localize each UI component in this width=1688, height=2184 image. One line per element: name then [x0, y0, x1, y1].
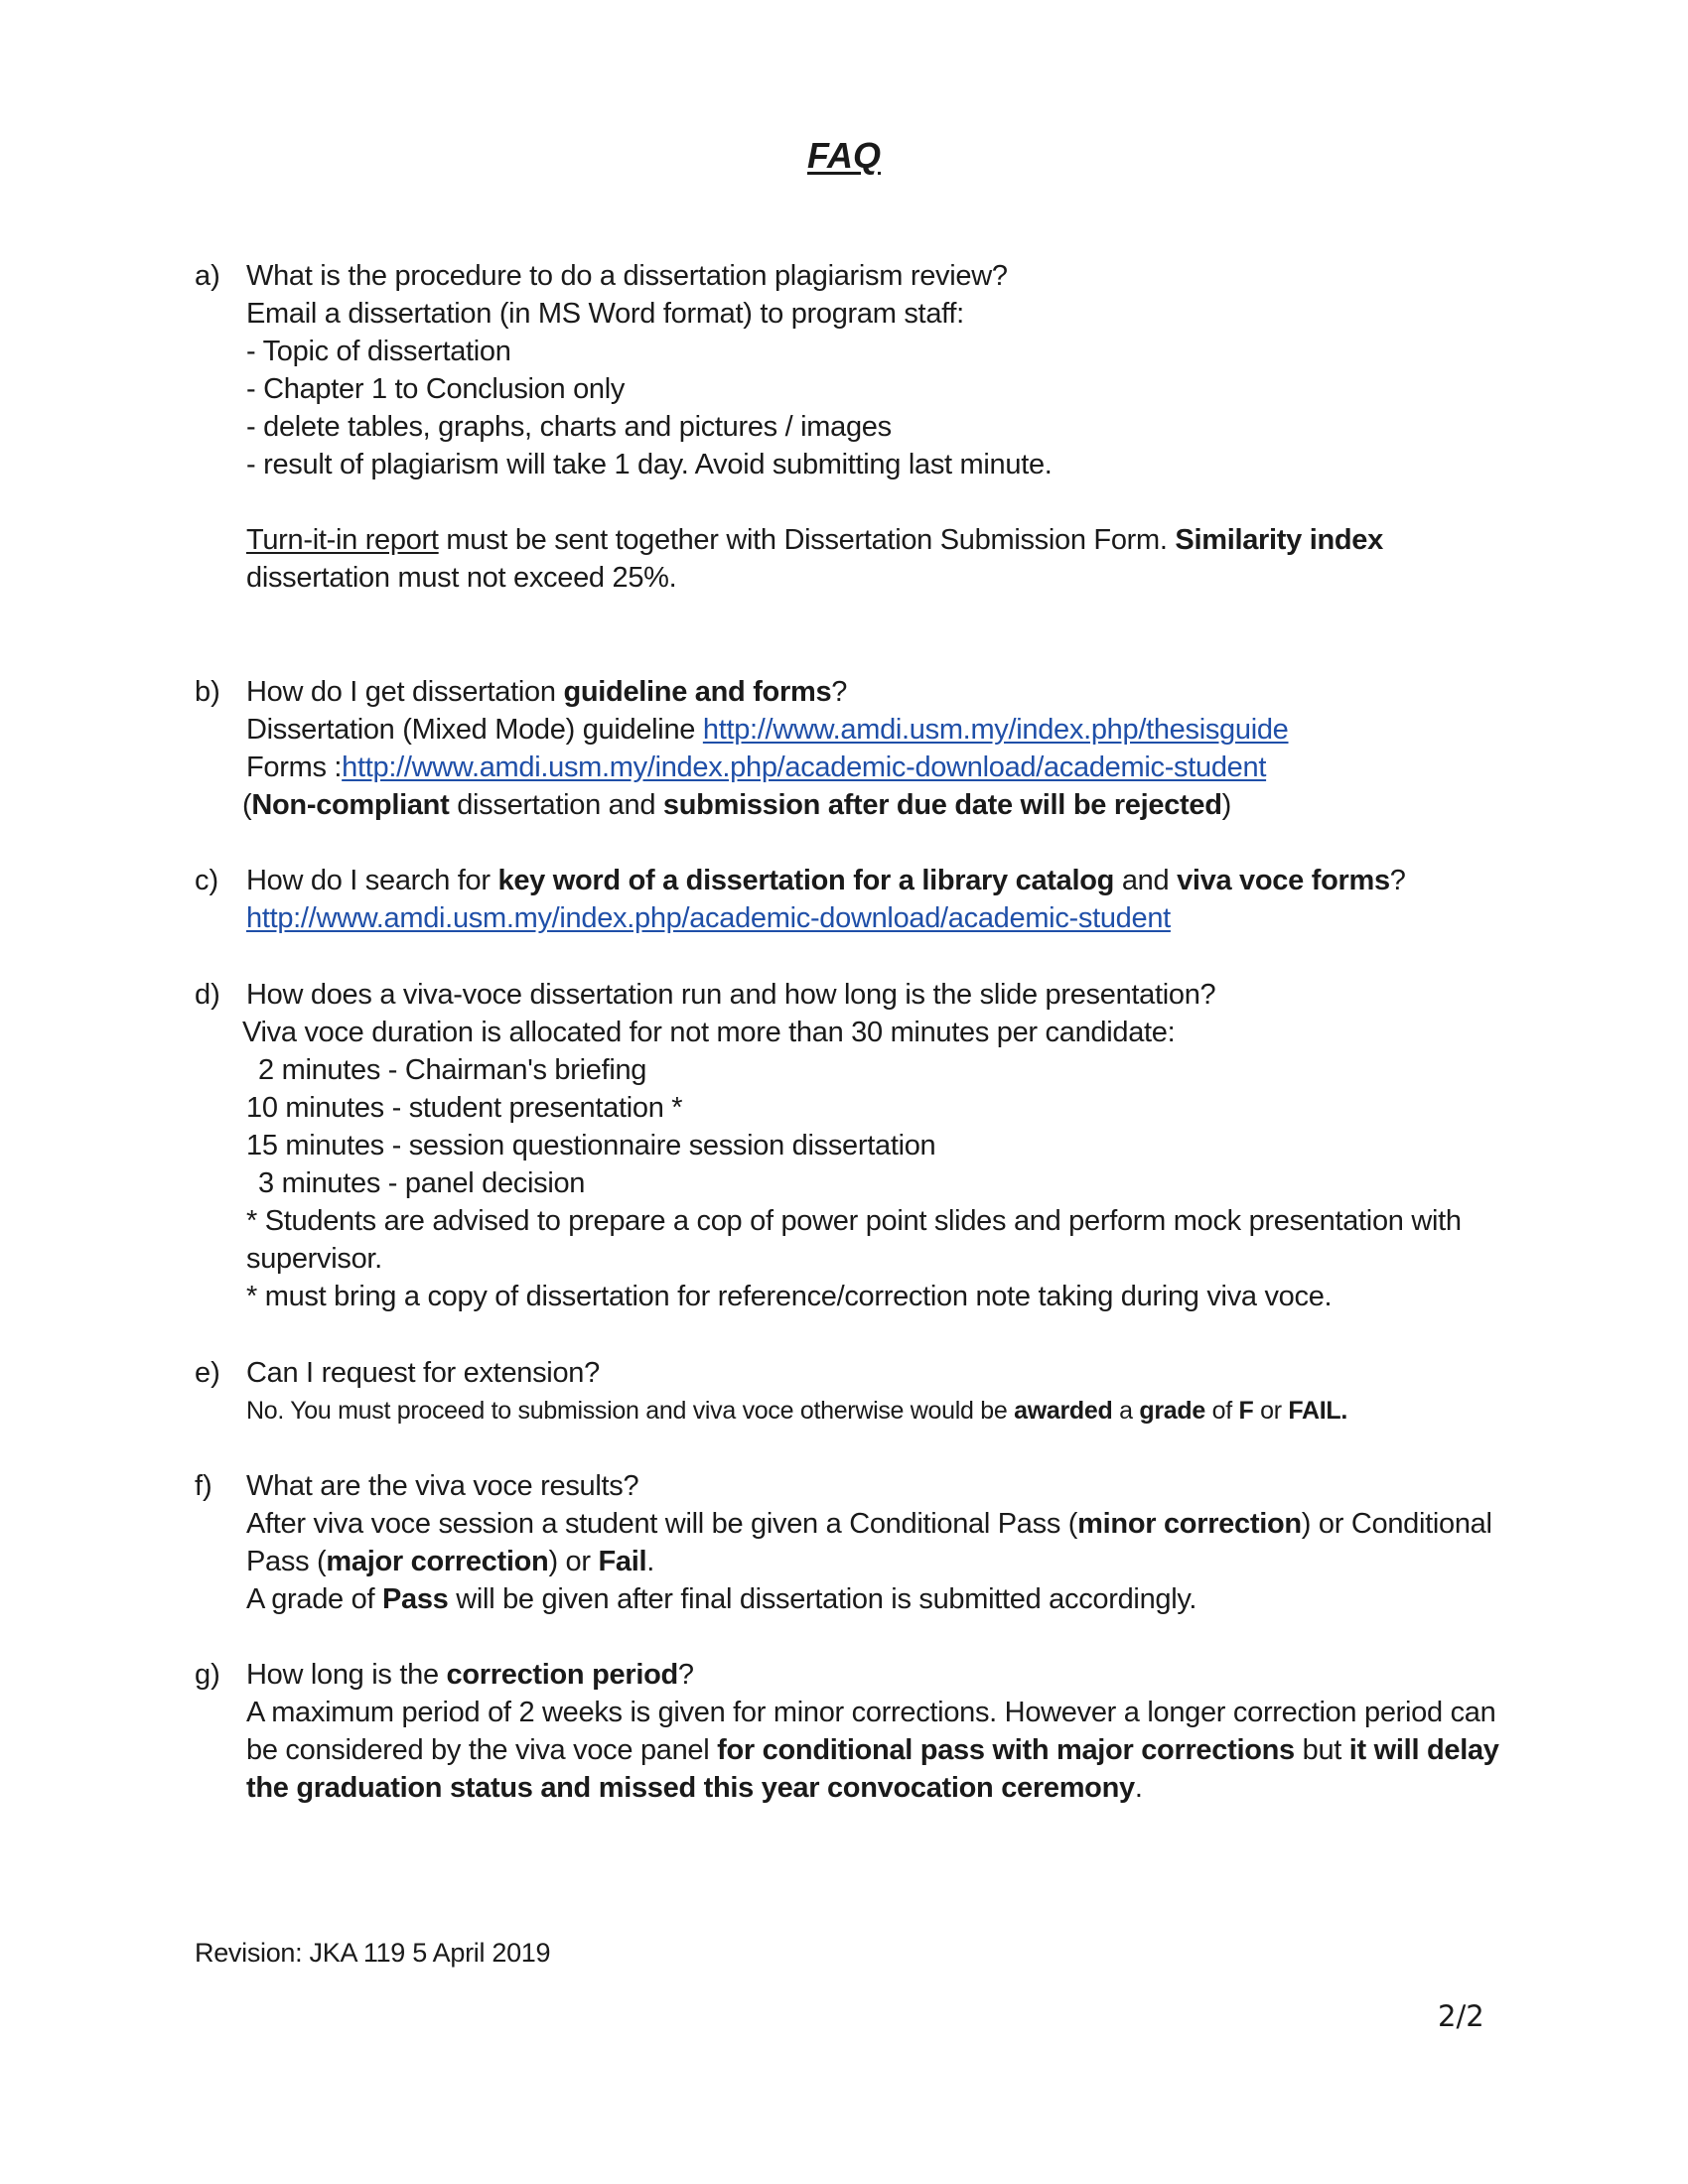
answer-line: * must bring a copy of dissertation for reference/correction note taking during viva voce. [246, 1281, 1333, 1312]
item-body [246, 1354, 1477, 1430]
item-letter: g) [195, 1659, 220, 1691]
answer-line: Pass (major correction) or Fail. [246, 1546, 655, 1577]
question-text: What is the procedure to do a dissertation plagiarism review? [246, 260, 1008, 292]
item-letter: b) [195, 676, 220, 708]
answer-line: Email a dissertation (in MS Word format) to program staff: [246, 298, 964, 330]
answer-line: dissertation must not exceed 25%. [246, 562, 677, 594]
item-body [246, 257, 1477, 597]
item-body [246, 862, 1477, 937]
item-letter: a) [195, 260, 220, 292]
question-text: What are the viva voce results? [246, 1470, 639, 1502]
answer-line: After viva voce session a student will be given a Conditional Pass (minor correction) or Conditional [246, 1508, 1492, 1540]
answer-line: - Topic of dissertation [246, 336, 511, 367]
item-letter: d) [195, 979, 220, 1011]
question-text: How long is the correction period? [246, 1659, 694, 1691]
academic-download-link[interactable]: http://www.amdi.usm.my/index.php/academic-download/academic-student [246, 902, 1171, 934]
answer-line: A grade of Pass will be given after final dissertation is submitted accordingly. [246, 1583, 1197, 1615]
revision-note: Revision: JKA 119 5 April 2019 [195, 1938, 551, 1968]
page-number: 2/2 [1438, 1999, 1484, 2033]
item-body [242, 673, 1477, 824]
answer-line [246, 899, 1477, 937]
item-body [242, 976, 1477, 1315]
answer-line: * Students are advised to prepare a cop of power point slides and perform mock presentation with [246, 1205, 1462, 1237]
question-text: How does a viva-voce dissertation run and how long is the slide presentation? [246, 979, 1216, 1011]
answer-line: - Chapter 1 to Conclusion only [246, 373, 626, 405]
rejection-note: (Non-compliant dissertation and submission after due date will be rejected) [242, 789, 1232, 821]
item-letter: f) [195, 1470, 212, 1502]
answer-line: - result of plagiarism will take 1 day. Avoid submitting last minute. [246, 449, 1053, 480]
question-text: How do I get dissertation guideline and forms? [246, 676, 848, 708]
answer-line: be considered by the viva voce panel for conditional pass with major corrections but it will delay [246, 1734, 1499, 1766]
answer-line: No. You must proceed to submission and viva voce otherwise would be awarded a grade of F or FAIL. [246, 1397, 1348, 1425]
item-letter: c) [195, 865, 219, 896]
thesis-guide-link[interactable]: http://www.amdi.usm.my/index.php/thesisguide [702, 714, 1289, 746]
forms-line: Forms :http://www.amdi.usm.my/index.php/academic-download/academic-student [246, 751, 1267, 783]
answer-line: - delete tables, graphs, charts and pictures / images [246, 411, 892, 443]
turnitin-report-term: Turn-it-in report [246, 524, 439, 556]
schedule-line: 2 minutes - Chairman's briefing [258, 1054, 647, 1086]
question-text: Can I request for extension? [246, 1357, 600, 1389]
answer-line: the graduation status and missed this year convocation ceremony. [246, 1772, 1143, 1804]
item-letter: e) [195, 1357, 220, 1389]
page-title: FAQ [806, 135, 881, 176]
schedule-line: 10 minutes - student presentation * [246, 1092, 683, 1124]
report-line: Turn-it-in report must be sent together with Dissertation Submission Form. Similarity index [246, 524, 1383, 556]
item-body [246, 1467, 1492, 1618]
forms-link[interactable]: http://www.amdi.usm.my/index.php/academic-download/academic-student [342, 751, 1267, 783]
question-text: How do I search for key word of a dissertation for a library catalog and viva voce forms? [246, 865, 1406, 896]
answer-line: A maximum period of 2 weeks is given for minor corrections. However a longer correction period can [246, 1697, 1496, 1728]
schedule-line: 3 minutes - panel decision [258, 1167, 586, 1199]
answer-line: Viva voce duration is allocated for not more than 30 minutes per candidate: [242, 1017, 1176, 1048]
guideline-line: Dissertation (Mixed Mode) guideline http://www.amdi.usm.my/index.php/thesisguide [246, 714, 1289, 746]
item-body [246, 1656, 1499, 1807]
similarity-index-term: Similarity index [1175, 524, 1383, 556]
answer-line: supervisor. [246, 1243, 382, 1275]
schedule-line: 15 minutes - session questionnaire session dissertation [246, 1130, 936, 1161]
